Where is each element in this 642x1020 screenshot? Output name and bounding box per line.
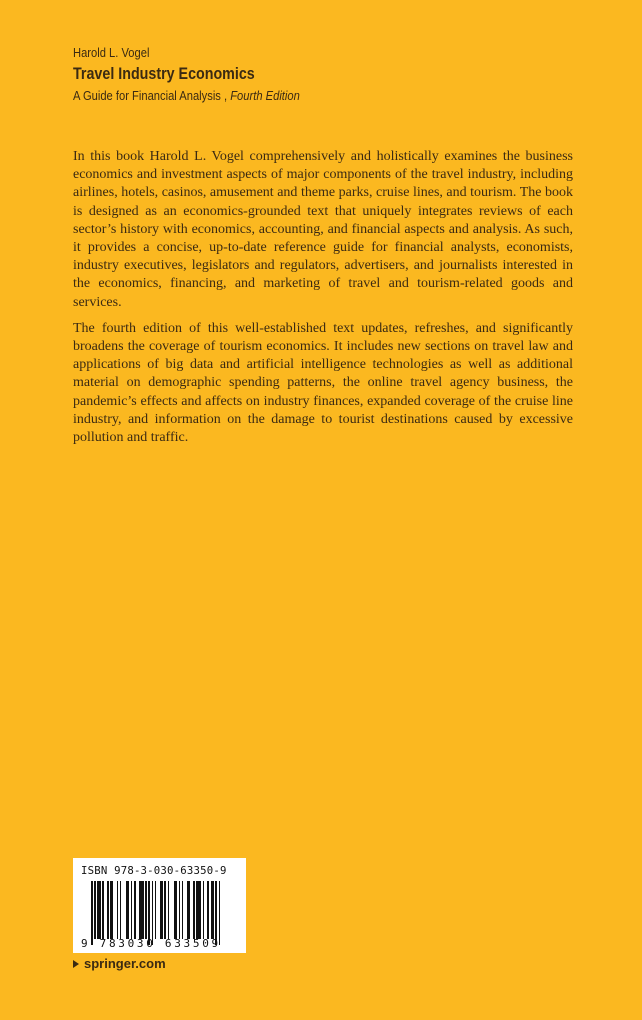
book-title: Travel Industry Economics (73, 64, 255, 83)
cover-header (73, 44, 337, 105)
description-paragraph: In this book Harold L. Vogel comprehensively and holistically examines the business economics and investment aspects of major components of the travel industry, including airlines, hotels, casinos, amusement and theme parks, cruise lines, and tourism. The book is designed as an economics-grounded text that uniquely integrates reviews of each sector’s history with economics, accounting, and financial aspects and analysis. As such, it provides a concise, up-to-date reference guide for financial analysts, economists, industry executives, legislators and regulators, advertisers, and journalists interested in the economics, financing, and marketing of travel and tourism-related goods and services. (73, 149, 573, 310)
isbn-barcode-box (73, 858, 246, 953)
publisher-link-text: springer.com (84, 956, 166, 971)
subtitle-text: A Guide for Financial Analysis , (73, 88, 228, 103)
barcode-digits: 9 783030 633509 (81, 937, 221, 950)
publisher-link[interactable] (73, 956, 166, 971)
barcode-icon (91, 881, 238, 945)
isbn-label: ISBN 978-3-030-63350-9 (81, 864, 227, 877)
book-description (73, 148, 573, 455)
description-paragraph: The fourth edition of this well-established text updates, refreshes, and significantly broadens the coverage of tourism economics. It includes new sections on travel law and applications of big data and artificial intelligence technologies as well as additional material on demographic spending patterns, the online travel agency business, the pandemic’s effects and affects on industry finances, expanded coverage of the cruise line industry, and information on the damage to tourist destinations caused by excessive pollution and traffic. (73, 320, 573, 446)
author-name: Harold L. Vogel (73, 45, 150, 60)
book-subtitle (73, 87, 300, 105)
edition-text: Fourth Edition (230, 88, 300, 103)
triangle-right-icon (73, 960, 79, 968)
